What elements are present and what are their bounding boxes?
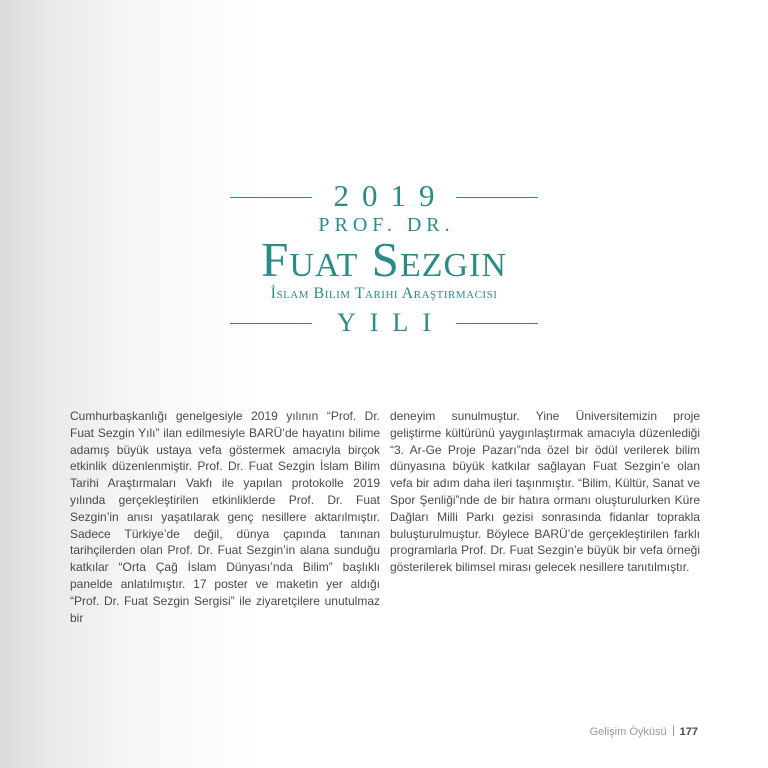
body-column-right: deneyim sunulmuştur. Yine Üniversitemizin proje geliştirme kültürünü yaygınlaştırmak amacıyla düzenlediği “3. Ar-Ge Proje Pazarı”nda özel bir ödül verilerek bilim dünyasına büyük katkılar sağlayan Fuat Sezgin’e olan vefa bir adım daha ileri taşınmıştır. “Bilim, Kültür, Sanat ve Spor Şenliği”nde de bir hatıra ormanı oluşturulurken Küre Dağları Milli Parkı gezisi sonrasında fidanlar toprakla buluşturulmuştur. Böylece BARÜ’de gerçekleştirilen farklı programlarla Prof. Dr. Fuat Sezgin’e büyük bir vefa örneği gösterilerek bilimsel mirası gelecek nesillere tanıtılmıştır. [390, 409, 700, 575]
title-subtitle: İslam Bilim Tarihi Araştırmacısı [270, 285, 498, 302]
body-column-left: Cumhurbaşkanlığı genelgesiyle 2019 yılının “Prof. Dr. Fuat Sezgin Yılı” ilan edilmesiyle BARÜ’de hayatını bilime adamış büyük ustaya vefa göstermek amacıyla birçok etkinlik düzenlenmiştir. Prof. Dr. Fuat Sezgin İslam Bilim Tarihi Araştırmaları Vakfı ile yapılan protokolle 2019 yılında gerçekleştirilen etkinliklerde Prof. Dr. Fuat Sezgin’in anısı yaşatılarak genç nesillere aktarılmıştır. Sadece Türkiye’de değil, dünya çapında tanınan tarihçilerden olan Prof. Dr. Fuat Sezgin’in alana sunduğu katkılar “Orta Çağ İslam Dünyası’nda Bilim” başlıklı panelde anlatılmıştır. 17 poster ve maketin yer aldığı “Prof. Dr. Fuat Sezgin Sergisi” ile ziyaretçilere unutulmaz bir [70, 409, 380, 625]
divider-line [456, 323, 538, 324]
year-row [222, 178, 546, 214]
title-suffix: YILI [337, 308, 445, 337]
title-block [222, 178, 546, 340]
title-prefix: PROF. DR. [318, 214, 455, 236]
footer-separator [673, 725, 674, 736]
title-name: Fuat Sezgin [261, 232, 507, 287]
page-number: 177 [679, 726, 698, 738]
divider-line [456, 197, 538, 198]
title-year: 2019 [333, 178, 448, 213]
footer-section-title: Gelişim Öyküsü [589, 726, 667, 738]
suffix-row [222, 306, 546, 340]
page-footer [590, 724, 698, 740]
